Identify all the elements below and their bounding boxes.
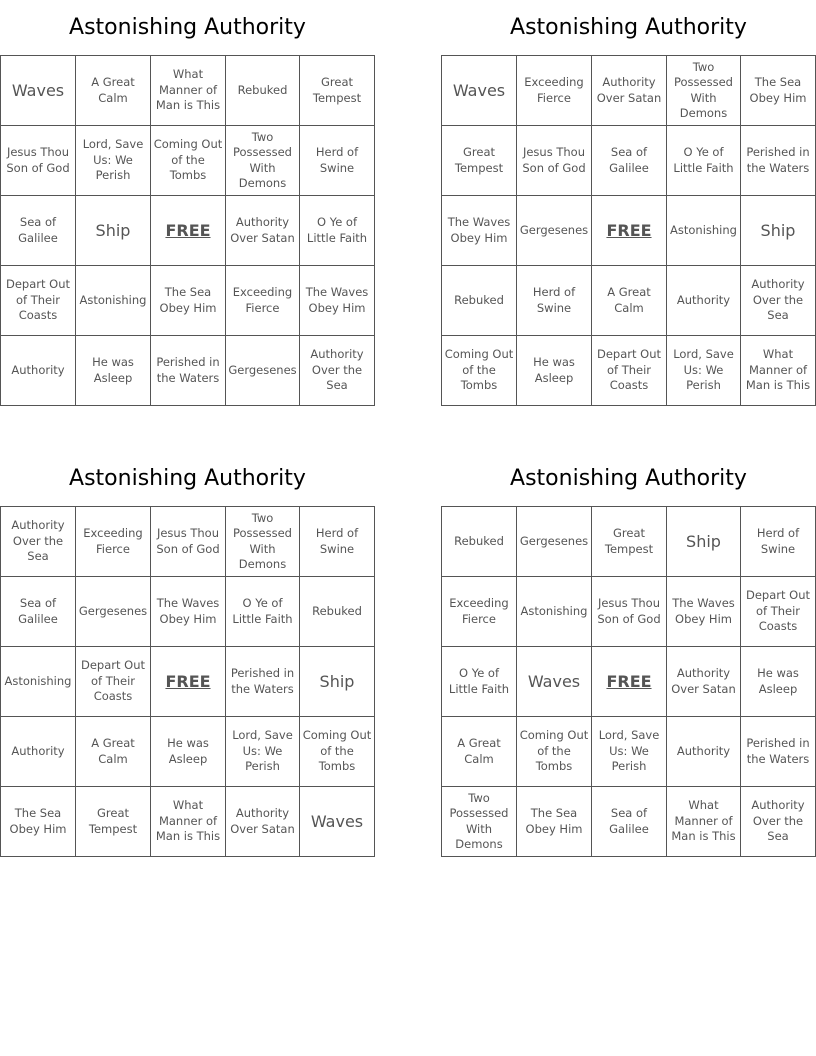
bingo-cell: The Waves Obey Him xyxy=(151,577,226,647)
bingo-cell: Astonishing xyxy=(667,196,741,266)
card-title: Astonishing Authority xyxy=(510,15,747,40)
free-space: FREE xyxy=(151,196,226,266)
bingo-cell: Rebuked xyxy=(442,266,517,336)
free-space: FREE xyxy=(151,647,226,717)
bingo-cell: The Sea Obey Him xyxy=(517,787,592,857)
card-title: Astonishing Authority xyxy=(69,15,306,40)
free-space: FREE xyxy=(592,647,667,717)
bingo-cell: Authority Over the Sea xyxy=(741,787,816,857)
bingo-cell: Rebuked xyxy=(442,507,517,577)
bingo-cell: Authority xyxy=(667,717,741,787)
bingo-cell: Ship xyxy=(76,196,151,266)
bingo-cell: Rebuked xyxy=(300,577,375,647)
bingo-cell: Sea of Galilee xyxy=(1,577,76,647)
bingo-cell: What Manner of Man is This xyxy=(151,787,226,857)
bingo-cell: Gergesenes xyxy=(517,196,592,266)
bingo-cell: Authority Over Satan xyxy=(592,56,667,126)
bingo-cell: Waves xyxy=(442,56,517,126)
bingo-cell: Sea of Galilee xyxy=(592,126,667,196)
bingo-cell: Great Tempest xyxy=(592,507,667,577)
bingo-cell: Two Possessed With Demons xyxy=(667,56,741,126)
bingo-cell: O Ye of Little Faith xyxy=(442,647,517,717)
bingo-cell: Authority xyxy=(1,336,76,406)
bingo-cell: Sea of Galilee xyxy=(1,196,76,266)
bingo-cell: Authority xyxy=(667,266,741,336)
bingo-cell: Depart Out of Their Coasts xyxy=(1,266,76,336)
card-title: Astonishing Authority xyxy=(510,466,747,491)
bingo-cell: Authority Over the Sea xyxy=(741,266,816,336)
bingo-cell: Jesus Thou Son of God xyxy=(592,577,667,647)
bingo-cell: Herd of Swine xyxy=(300,126,375,196)
bingo-cell: Jesus Thou Son of God xyxy=(1,126,76,196)
bingo-cell: Authority xyxy=(1,717,76,787)
bingo-cell: Ship xyxy=(667,507,741,577)
bingo-cell: Two Possessed With Demons xyxy=(226,126,300,196)
bingo-cell: What Manner of Man is This xyxy=(151,56,226,126)
bingo-cell: Great Tempest xyxy=(442,126,517,196)
bingo-cell: Two Possessed With Demons xyxy=(442,787,517,857)
bingo-cell: O Ye of Little Faith xyxy=(667,126,741,196)
bingo-grid xyxy=(0,506,375,857)
bingo-cell: The Waves Obey Him xyxy=(667,577,741,647)
bingo-cell: He was Asleep xyxy=(741,647,816,717)
bingo-cell: Perished in the Waters xyxy=(226,647,300,717)
bingo-cell: Depart Out of Their Coasts xyxy=(76,647,151,717)
bingo-cell: O Ye of Little Faith xyxy=(300,196,375,266)
bingo-cell: Authority Over Satan xyxy=(226,787,300,857)
bingo-card-4 xyxy=(441,451,816,857)
bingo-cell: Great Tempest xyxy=(76,787,151,857)
bingo-cell: Lord, Save Us: We Perish xyxy=(592,717,667,787)
bingo-cell: Lord, Save Us: We Perish xyxy=(76,126,151,196)
bingo-cell: Ship xyxy=(300,647,375,717)
bingo-grid xyxy=(0,55,375,406)
bingo-cell: Two Possessed With Demons xyxy=(226,507,300,577)
bingo-cell: Herd of Swine xyxy=(517,266,592,336)
bingo-cell: Gergesenes xyxy=(517,507,592,577)
bingo-card-3 xyxy=(0,451,375,857)
bingo-cell: Astonishing xyxy=(517,577,592,647)
bingo-cell: Astonishing xyxy=(76,266,151,336)
bingo-cell: Waves xyxy=(1,56,76,126)
free-space: FREE xyxy=(592,196,667,266)
bingo-cell: Exceeding Fierce xyxy=(226,266,300,336)
bingo-cell: Gergesenes xyxy=(76,577,151,647)
bingo-cell: Great Tempest xyxy=(300,56,375,126)
bingo-cell: Rebuked xyxy=(226,56,300,126)
bingo-cell: Waves xyxy=(300,787,375,857)
bingo-cell: Exceeding Fierce xyxy=(517,56,592,126)
bingo-cell: Herd of Swine xyxy=(300,507,375,577)
bingo-cell: Coming Out of the Tombs xyxy=(517,717,592,787)
bingo-grid xyxy=(441,55,816,406)
bingo-cell: He was Asleep xyxy=(517,336,592,406)
bingo-cell: Coming Out of the Tombs xyxy=(300,717,375,787)
bingo-cell: Coming Out of the Tombs xyxy=(151,126,226,196)
bingo-cell: The Sea Obey Him xyxy=(151,266,226,336)
bingo-cell: Astonishing xyxy=(1,647,76,717)
bingo-cell: Perished in the Waters xyxy=(151,336,226,406)
bingo-cell: Depart Out of Their Coasts xyxy=(741,577,816,647)
bingo-cell: Jesus Thou Son of God xyxy=(151,507,226,577)
bingo-grid xyxy=(441,506,816,857)
bingo-cell: Lord, Save Us: We Perish xyxy=(667,336,741,406)
bingo-cell: The Sea Obey Him xyxy=(1,787,76,857)
bingo-cell: O Ye of Little Faith xyxy=(226,577,300,647)
bingo-cell: The Sea Obey Him xyxy=(741,56,816,126)
card-title: Astonishing Authority xyxy=(69,466,306,491)
bingo-cell: He was Asleep xyxy=(151,717,226,787)
bingo-cell: Authority Over Satan xyxy=(226,196,300,266)
bingo-cell: He was Asleep xyxy=(76,336,151,406)
bingo-cell: Waves xyxy=(517,647,592,717)
bingo-cell: Coming Out of the Tombs xyxy=(442,336,517,406)
bingo-cell: Sea of Galilee xyxy=(592,787,667,857)
bingo-cell: Authority Over Satan xyxy=(667,647,741,717)
bingo-cell: Authority Over the Sea xyxy=(300,336,375,406)
bingo-cell: Exceeding Fierce xyxy=(442,577,517,647)
bingo-card-2 xyxy=(441,0,816,406)
bingo-cell: What Manner of Man is This xyxy=(741,336,816,406)
bingo-cell: Ship xyxy=(741,196,816,266)
bingo-cell: The Waves Obey Him xyxy=(442,196,517,266)
bingo-cell: Authority Over the Sea xyxy=(1,507,76,577)
bingo-cell: A Great Calm xyxy=(442,717,517,787)
bingo-cell: A Great Calm xyxy=(76,56,151,126)
bingo-cell: A Great Calm xyxy=(592,266,667,336)
bingo-cell: Exceeding Fierce xyxy=(76,507,151,577)
bingo-cell: Gergesenes xyxy=(226,336,300,406)
bingo-cell: What Manner of Man is This xyxy=(667,787,741,857)
bingo-cell: Depart Out of Their Coasts xyxy=(592,336,667,406)
bingo-cell: Perished in the Waters xyxy=(741,126,816,196)
bingo-card-1 xyxy=(0,0,375,406)
bingo-cell: The Waves Obey Him xyxy=(300,266,375,336)
bingo-cell: A Great Calm xyxy=(76,717,151,787)
bingo-cell: Lord, Save Us: We Perish xyxy=(226,717,300,787)
bingo-cell: Perished in the Waters xyxy=(741,717,816,787)
bingo-cell: Jesus Thou Son of God xyxy=(517,126,592,196)
bingo-cell: Herd of Swine xyxy=(741,507,816,577)
